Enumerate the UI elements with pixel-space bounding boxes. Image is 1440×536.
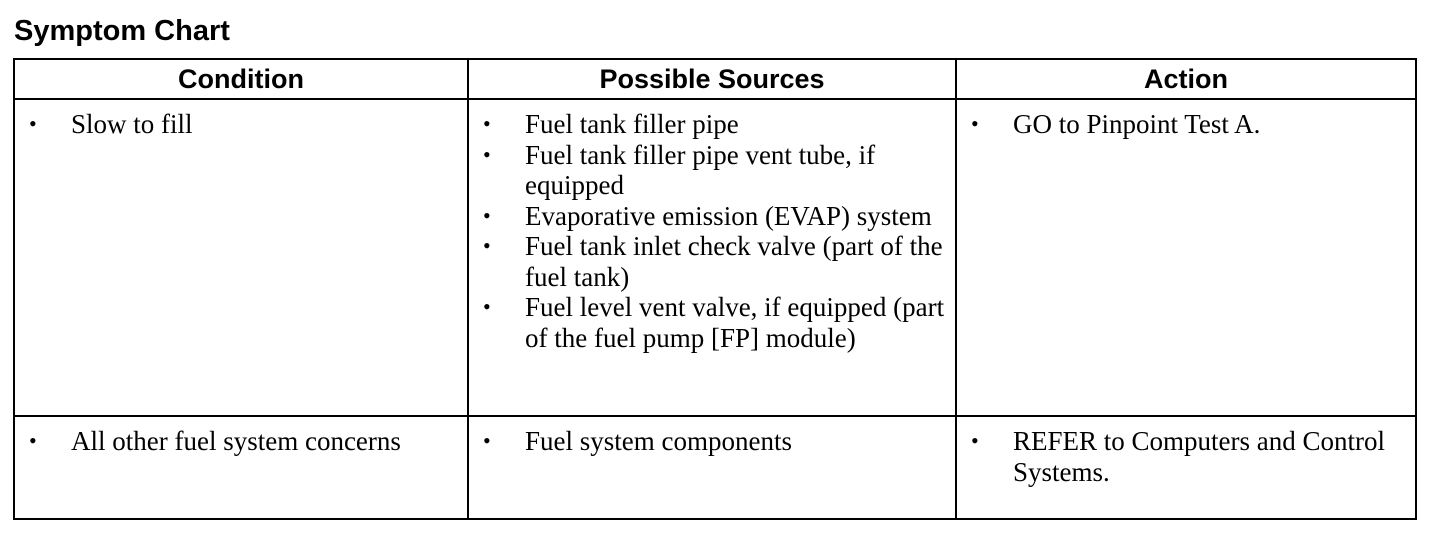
source-text: Fuel tank filler pipe vent tube, if equipped — [525, 139, 876, 200]
bullet-icon: • — [483, 233, 491, 258]
list-item — [483, 231, 945, 292]
list-item — [483, 109, 945, 140]
action-text: REFER to Computers and Control Systems. — [1013, 426, 1386, 487]
list-item — [483, 426, 945, 457]
bullet-icon: • — [483, 111, 491, 136]
action-cell — [956, 416, 1416, 519]
symptom-table — [13, 58, 1417, 520]
column-header-condition: Condition — [14, 59, 468, 99]
bullet-icon: • — [483, 294, 491, 319]
source-text: Fuel tank inlet check valve (part of the fuel tank) — [525, 231, 943, 292]
list-item — [483, 292, 945, 353]
condition-cell — [14, 99, 468, 416]
list-item — [971, 109, 1405, 140]
list-item — [483, 140, 945, 201]
bullet-icon: • — [483, 141, 491, 167]
list-item — [971, 426, 1405, 487]
sources-list — [483, 426, 945, 457]
page-title: Symptom Chart — [14, 15, 230, 47]
source-text: Evaporative emission (EVAP) system — [525, 200, 932, 231]
action-cell — [956, 99, 1416, 416]
column-header-possible-sources: Possible Sources — [468, 59, 956, 99]
bullet-icon: • — [483, 428, 491, 453]
condition-text: Slow to fill — [71, 109, 193, 139]
condition-cell — [14, 416, 468, 519]
bullet-icon: • — [29, 111, 37, 136]
table-row — [14, 99, 1416, 416]
source-text: Fuel system components — [525, 426, 792, 456]
sources-list — [483, 109, 945, 353]
list-item — [483, 201, 945, 232]
bullet-icon: • — [483, 202, 491, 228]
action-list — [971, 426, 1405, 487]
list-item — [29, 426, 457, 457]
table-header-row — [14, 59, 1416, 99]
source-text: Fuel tank filler pipe — [525, 109, 739, 139]
sources-cell — [468, 99, 956, 416]
column-header-action: Action — [956, 59, 1416, 99]
action-text: GO to Pinpoint Test A. — [1013, 109, 1261, 139]
condition-list — [29, 426, 457, 457]
list-item — [29, 109, 457, 140]
action-list — [971, 109, 1405, 140]
table-row — [14, 416, 1416, 519]
source-text: Fuel level vent valve, if equipped (part of the fuel pump [FP] module) — [525, 292, 945, 353]
sources-cell — [468, 416, 956, 519]
condition-text: All other fuel system concerns — [71, 426, 401, 456]
bullet-icon: • — [29, 428, 37, 453]
condition-list — [29, 109, 457, 140]
bullet-icon: • — [971, 111, 979, 136]
bullet-icon: • — [971, 428, 979, 453]
